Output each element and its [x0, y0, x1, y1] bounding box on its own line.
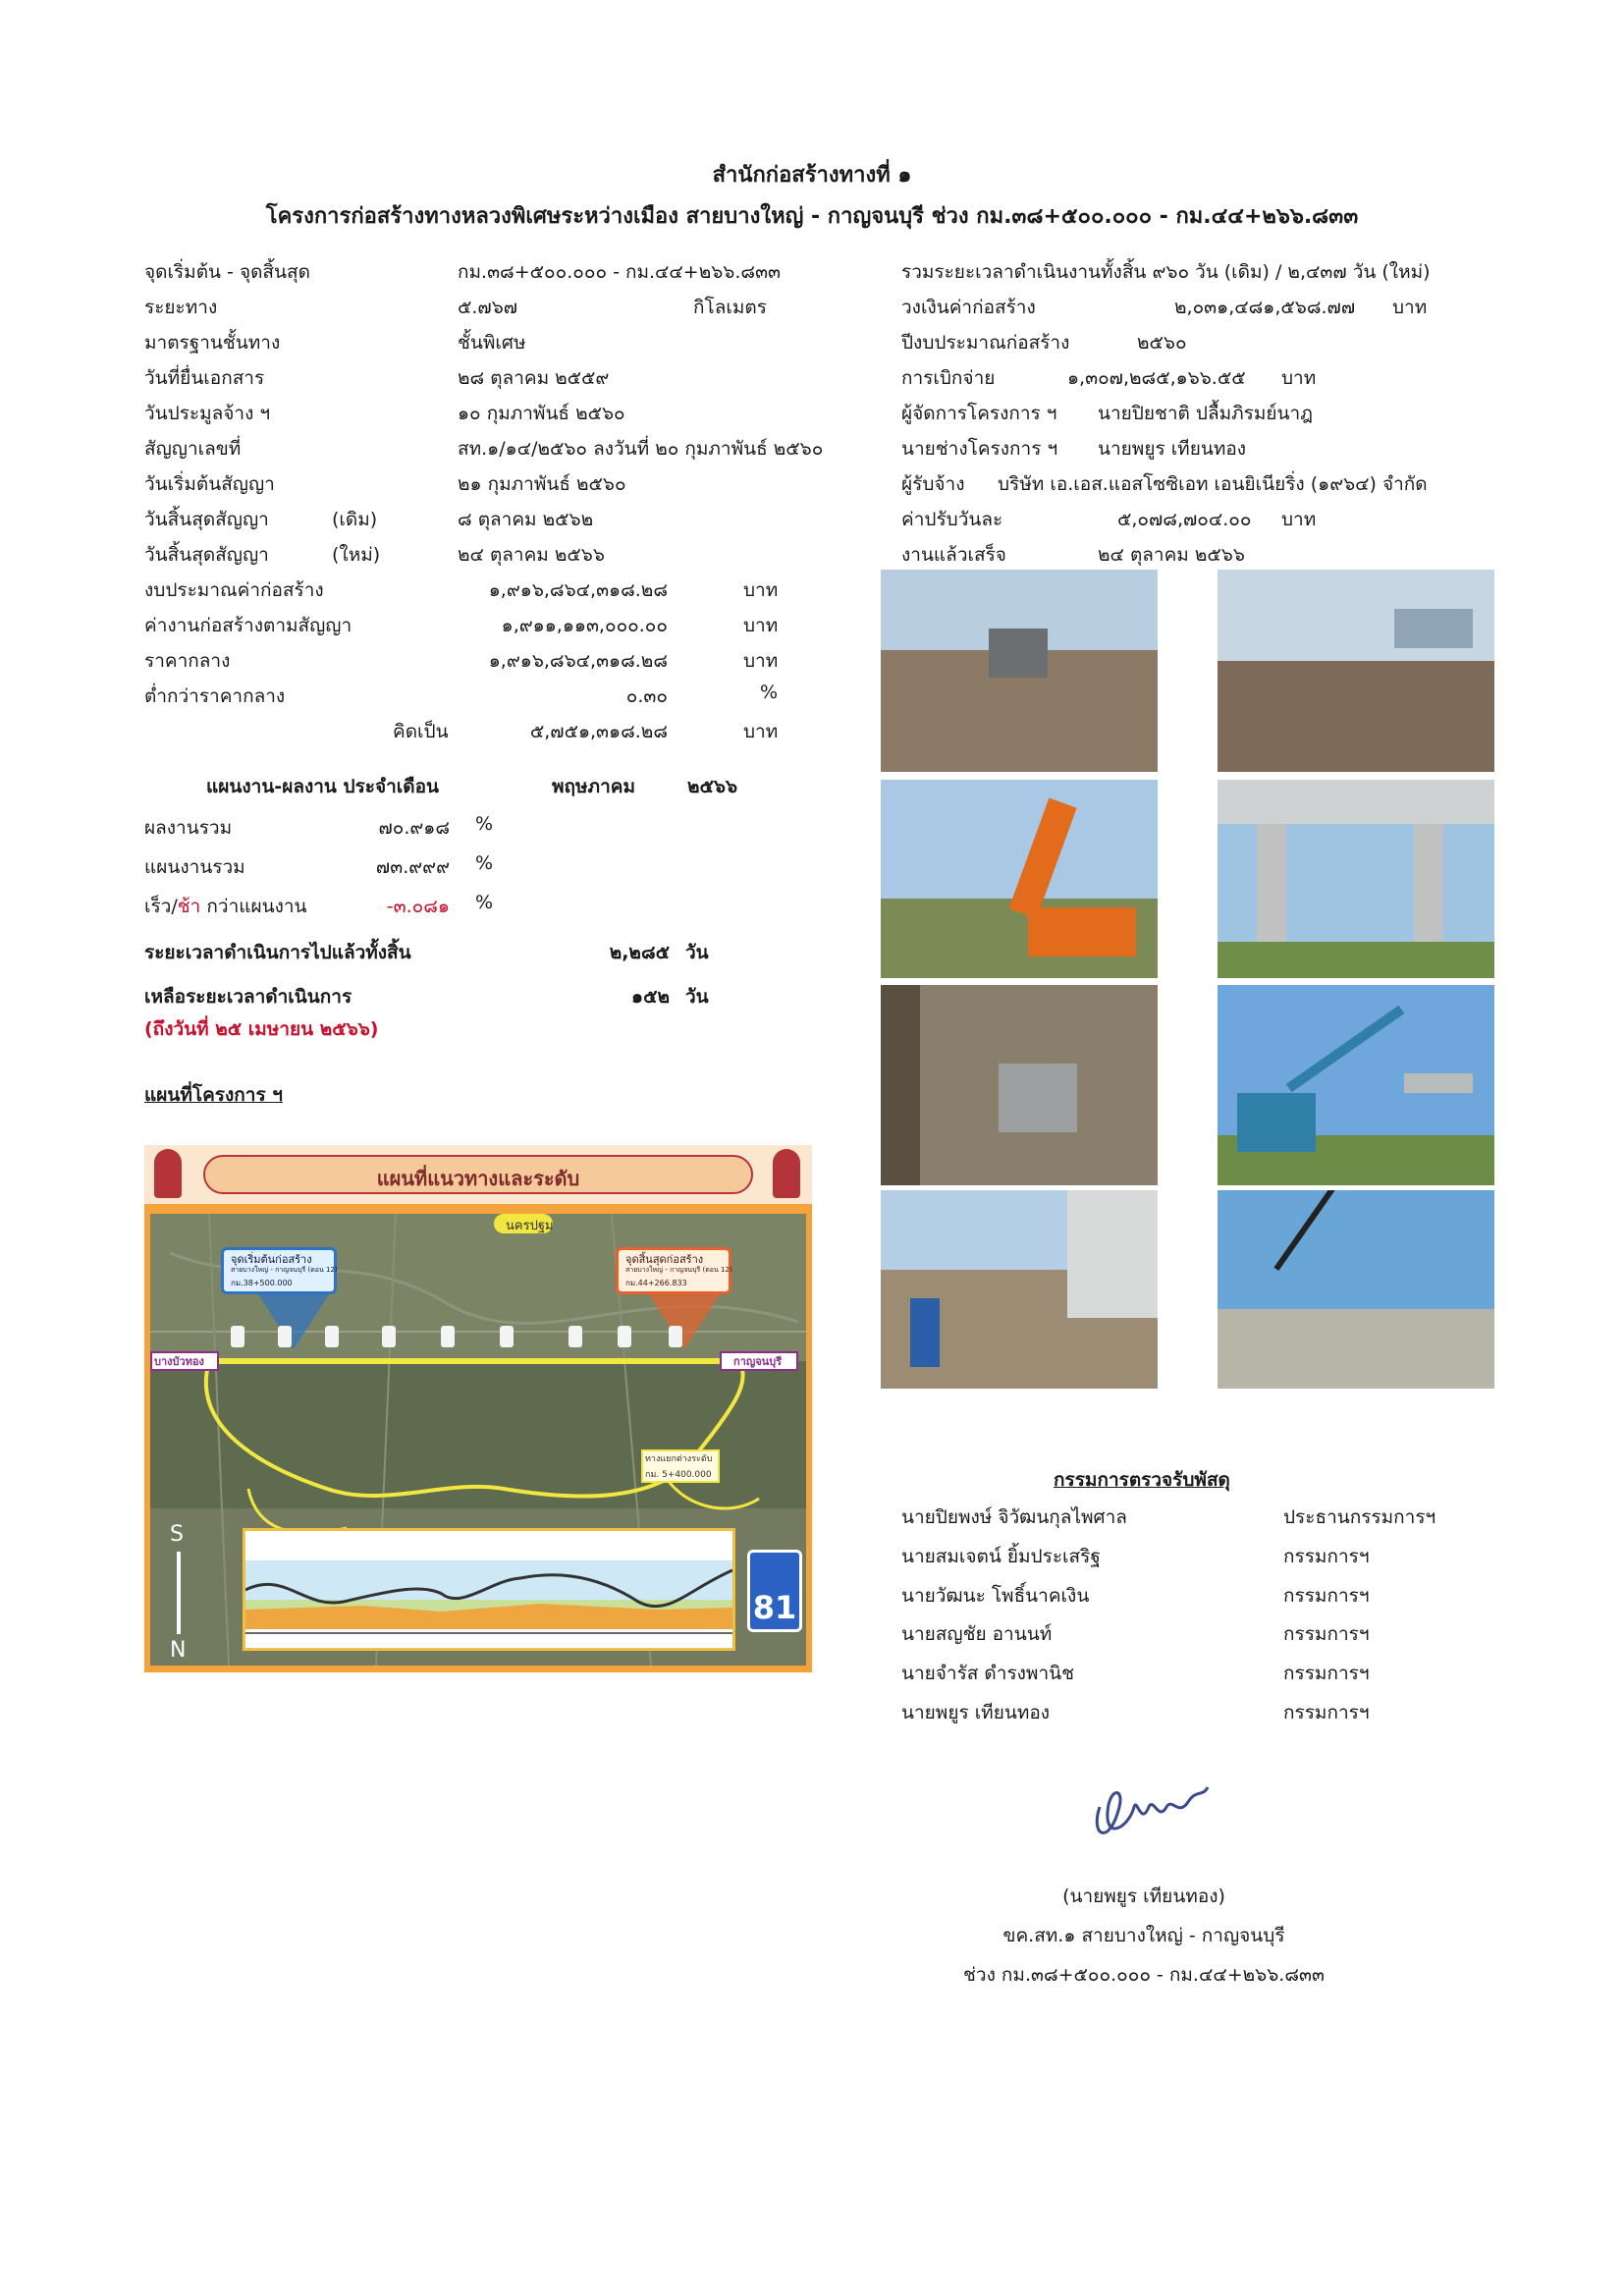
construction-photo [1218, 1190, 1494, 1389]
label-part: กว่าแผนงาน [200, 896, 307, 917]
info-value: ๒๑ กุมภาพันธ์ ๒๕๖๐ [458, 473, 626, 495]
construction-photo [881, 985, 1158, 1185]
budget-unit: บาท [743, 615, 779, 636]
pillar-icon [618, 1326, 631, 1347]
budget-value: ๑,๙๑๖,๘๖๔,๓๑๘.๒๘ [488, 650, 668, 672]
progress-label: ผลงานรวม [144, 817, 233, 839]
info-unit: บาท [1281, 509, 1317, 530]
info-label: ผู้รับจ้าง [901, 473, 965, 495]
construction-photo [881, 780, 1158, 978]
info-value: ๕,๐๗๘,๗๐๔.๐๐ [1117, 509, 1252, 530]
info-value: ๒๘ ตุลาคม ๒๕๕๙ [458, 367, 610, 389]
profile-drawing [245, 1531, 732, 1648]
progress-unit: % [475, 852, 494, 874]
construction-photo [1218, 780, 1494, 978]
info-label: นายช่างโครงการ ฯ [901, 438, 1058, 460]
elapsed-label: ระยะเวลาดำเนินการไปแล้วทั้งสิ้น [144, 942, 411, 963]
info-value: กม.๓๘+๕๐๐.๐๐๐ - กม.๔๔+๒๖๖.๘๓๓ [458, 261, 782, 283]
committee-heading: กรรมการตรวจรับพัสดุ [1054, 1469, 1230, 1491]
project-map [144, 1145, 812, 1672]
start-box-title: จุดเริ่มต้นก่อสร้าง [231, 1253, 312, 1266]
committee-name: นายสมเจตน์ ยิ้มประเสริฐ [901, 1546, 1101, 1567]
pillar-icon [669, 1326, 682, 1347]
end-box-km: กม.44+266.833 [625, 1279, 687, 1287]
signer-section: ช่วง กม.๓๘+๕๐๐.๐๐๐ - กม.๔๔+๒๖๖.๘๓๓ [963, 1964, 1325, 1986]
map-title: แผนที่แนวทางและระดับ [376, 1167, 580, 1190]
budget-unit: บาท [743, 579, 779, 601]
info-label: การเบิกจ่าย [901, 367, 996, 389]
as-of-date: (ถึงวันที่ ๒๕ เมษายน ๒๕๖๖) [144, 1018, 379, 1040]
info-value: ๒๔ ตุลาคม ๒๕๖๖ [458, 544, 605, 566]
right-direction-label: กาญจนบุรี [733, 1355, 783, 1368]
compass-s: S [170, 1522, 184, 1547]
info-label: มาตรฐานชั้นทาง [144, 332, 281, 354]
start-box-sub: สายบางใหญ่ - กาญจนบุรี (ตอน 12) [231, 1266, 338, 1274]
construction-photo [881, 1190, 1158, 1389]
budget-label: ราคากลาง [144, 650, 231, 672]
committee-name: นายวัฒนะ โพธิ์นาคเงิน [901, 1585, 1090, 1607]
committee-role: ประธานกรรมการฯ [1283, 1506, 1436, 1528]
route-number: 81 [752, 1589, 797, 1626]
progress-year: ๒๕๖๖ [687, 776, 738, 797]
info-value: บริษัท เอ.เอส.แอสโซซิเอท เอนยิเนียริ่ง (๑๙๖๔) จำกัด [998, 473, 1428, 495]
committee-name: นายจำรัส ดำรงพานิช [901, 1663, 1075, 1684]
budget-value: ๐.๓๐ [625, 685, 668, 707]
info-unit: บาท [1281, 367, 1317, 389]
handwritten-signature [1080, 1768, 1218, 1856]
interchange-label: ทางแยกต่างระดับ [645, 1454, 713, 1464]
info-label: ปีงบประมาณก่อสร้าง [901, 332, 1070, 354]
committee-role: กรรมการฯ [1283, 1623, 1370, 1645]
committee-role: กรรมการฯ [1283, 1585, 1370, 1607]
end-box-sub: สายบางใหญ่ - กาญจนบุรี (ตอน 12) [625, 1266, 732, 1274]
info-value: ๘ ตุลาคม ๒๕๖๒ [458, 509, 594, 530]
info-label: ระยะทาง [144, 297, 218, 318]
budget-label: งบประมาณค่าก่อสร้าง [144, 579, 324, 601]
info-value: ๑,๓๐๗,๒๘๕,๑๖๖.๕๕ [1067, 367, 1246, 389]
pillar-icon [441, 1326, 455, 1347]
info-label: วันสิ้นสุดสัญญา [144, 544, 269, 566]
office-title: สำนักก่อสร้างทางที่ ๑ [712, 163, 912, 188]
construction-photo [881, 570, 1158, 772]
budget-unit: % [760, 682, 779, 703]
emblem-icon [154, 1149, 182, 1198]
progress-value: -๓.๐๘๑ [386, 896, 450, 917]
remaining-value: ๑๕๒ [631, 986, 670, 1008]
info-value: ๒,๐๓๑,๔๘๑,๕๖๘.๗๗ [1174, 297, 1356, 318]
progress-value: ๗๓.๙๙๙ [375, 856, 450, 878]
info-label: วันเริ่มต้นสัญญา [144, 473, 275, 495]
budget-value: ๕,๗๕๑,๓๑๘.๒๘ [529, 721, 668, 742]
progress-month: พฤษภาคม [552, 776, 635, 797]
info-tag: (เดิม) [332, 509, 378, 530]
committee-name: นายสญชัย อานนท์ [901, 1623, 1053, 1645]
compass-needle-icon [177, 1552, 181, 1634]
budget-unit: บาท [743, 650, 779, 672]
start-box-km: กม.38+500.000 [231, 1279, 293, 1287]
day-unit: วัน [685, 942, 709, 963]
compass-n: N [170, 1638, 187, 1663]
progress-heading: แผนงาน-ผลงาน ประจำเดือน [206, 776, 440, 797]
day-unit: วัน [685, 986, 709, 1008]
pillar-icon [382, 1326, 396, 1347]
info-unit: กิโลเมตร [693, 297, 767, 318]
budget-value: ๑,๙๑๑,๑๑๓,๐๐๐.๐๐ [501, 615, 668, 636]
emblem-icon [773, 1149, 800, 1198]
info-value: นายปิยชาติ ปลื้มภิรมย์นาฎ [1098, 403, 1313, 424]
committee-role: กรรมการฯ [1283, 1702, 1370, 1723]
info-label: ค่าปรับวันละ [901, 509, 1003, 530]
top-label: นครปฐม [506, 1219, 554, 1233]
info-tag: (ใหม่) [332, 544, 381, 566]
committee-role: กรรมการฯ [1283, 1663, 1370, 1684]
info-value: นายพยูร เทียนทอง [1098, 438, 1247, 460]
info-label: ผู้จัดการโครงการ ฯ [901, 403, 1057, 424]
pillar-icon [500, 1326, 514, 1347]
info-label: วันสิ้นสุดสัญญา [144, 509, 269, 530]
info-value: ชั้นพิเศษ [458, 332, 526, 354]
committee-name: นายพยูร เทียนทอง [901, 1702, 1051, 1723]
budget-label: คิดเป็น [393, 721, 449, 742]
progress-unit: % [475, 813, 494, 835]
construction-photo [1218, 570, 1494, 772]
committee-role: กรรมการฯ [1283, 1546, 1370, 1567]
pillar-icon [325, 1326, 339, 1347]
info-label: วงเงินค่าก่อสร้าง [901, 297, 1036, 318]
left-direction-label: บางบัวทอง [154, 1355, 204, 1368]
info-value: ๒๔ ตุลาคม ๒๕๖๖ [1098, 544, 1245, 566]
budget-label: ค่างานก่อสร้างตามสัญญา [144, 615, 352, 636]
budget-unit: บาท [743, 721, 779, 742]
map-heading: แผนที่โครงการ ฯ [144, 1084, 283, 1106]
progress-label: แผนงานรวม [144, 856, 245, 878]
info-value: ๒๕๖๐ [1137, 332, 1187, 354]
profile-panel [243, 1528, 735, 1651]
info-label: สัญญาเลขที่ [144, 438, 242, 460]
budget-value: ๑,๙๑๖,๘๖๔,๓๑๘.๒๘ [488, 579, 668, 601]
end-pointer-icon [649, 1294, 720, 1349]
info-label: วันประมูลจ้าง ฯ [144, 403, 271, 424]
label-part: เร็ว/ [144, 896, 178, 917]
info-label: จุดเริ่มต้น - จุดสิ้นสุด [144, 261, 310, 283]
elapsed-value: ๒,๒๘๕ [609, 942, 670, 963]
end-box-title: จุดสิ้นสุดก่อสร้าง [625, 1253, 704, 1266]
progress-label [144, 892, 307, 921]
remaining-label: เหลือระยะเวลาดำเนินการ [144, 986, 352, 1008]
signer-name: (นายพยูร เทียนทอง) [1062, 1886, 1225, 1907]
pillar-icon [231, 1326, 244, 1347]
info-unit: บาท [1392, 297, 1428, 318]
info-label: งานแล้วเสร็จ [901, 544, 1006, 566]
project-title: โครงการก่อสร้างทางหลวงพิเศษระหว่างเมือง สายบางใหญ่ - กาญจนบุรี ช่วง กม.๓๘+๕๐๐.๐๐๐ - กม.๔๔+๒๖๖.๘๓๓ [265, 204, 1359, 229]
start-pointer-icon [258, 1294, 329, 1349]
late-word: ช้า [177, 896, 201, 917]
progress-value: ๗๐.๙๑๘ [378, 817, 450, 839]
pillar-icon [568, 1326, 582, 1347]
info-label: รวมระยะเวลาดำเนินงานทั้งสิ้น ๙๖๐ วัน (เดิม) / ๒,๔๓๗ วัน (ใหม่) [901, 261, 1431, 283]
progress-unit: % [475, 892, 494, 913]
info-label: วันที่ยื่นเอกสาร [144, 367, 265, 389]
construction-photo [1218, 985, 1494, 1185]
info-value: สท.๑/๑๔/๒๕๖๐ ลงวันที่ ๒๐ กุมภาพันธ์ ๒๕๖๐ [458, 438, 824, 460]
pillar-icon [278, 1326, 292, 1347]
info-value: ๕.๗๖๗ [458, 297, 518, 318]
budget-label: ต่ำกว่าราคากลาง [144, 685, 286, 707]
interchange-km: กม. 5+400.000 [645, 1470, 712, 1480]
info-value: ๑๐ กุมภาพันธ์ ๒๕๖๐ [458, 403, 625, 424]
committee-name: นายปิยพงษ์ จิวัฒนกุลไพศาล [901, 1506, 1127, 1528]
signer-position: ขค.สท.๑ สายบางใหญ่ - กาญจนบุรี [1002, 1925, 1285, 1946]
